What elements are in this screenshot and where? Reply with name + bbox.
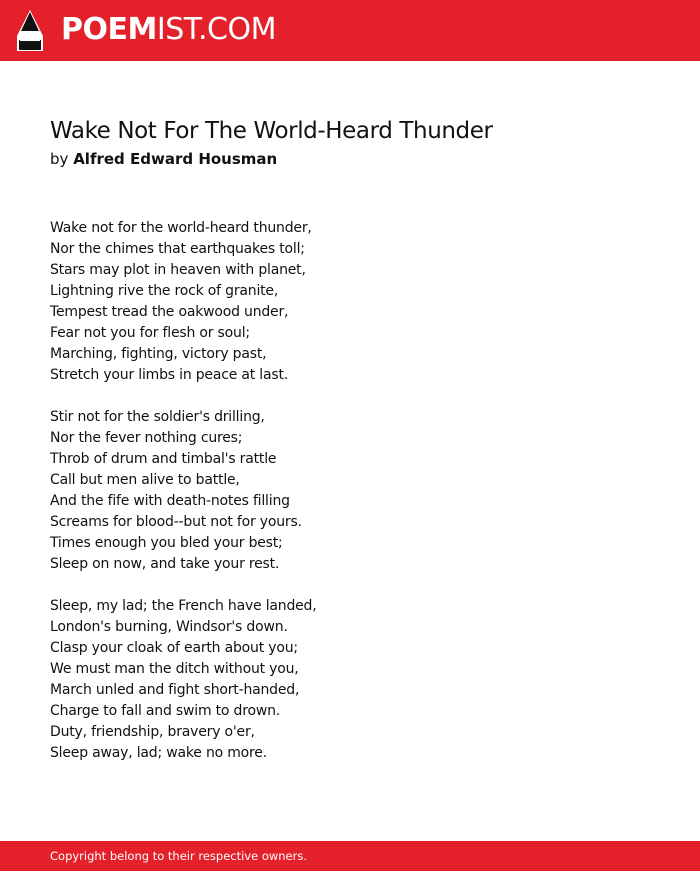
brand-name-light: IST.COM [156, 12, 276, 47]
site-header [0, 0, 700, 61]
poem-line: Times enough you bled your best; [50, 535, 283, 551]
stanza [50, 218, 316, 386]
poem-line: Tempest tread the oakwood under, [50, 304, 289, 320]
poem-line: Stars may plot in heaven with planet, [50, 262, 306, 278]
poem-line: Screams for blood--but not for yours. [50, 514, 302, 530]
author-name: Alfred Edward Housman [73, 150, 278, 168]
poem-line: And the fife with death-notes filling [50, 493, 290, 509]
poem-line: Lightning rive the rock of granite, [50, 283, 279, 299]
poem-line: Sleep away, lad; wake no more. [50, 745, 267, 761]
poem-title: Wake Not For The World-Heard Thunder [50, 118, 493, 144]
poem-line: London's burning, Windsor's down. [50, 619, 288, 635]
poem-line: Stir not for the soldier's drilling, [50, 409, 265, 425]
poem-line: Clasp your cloak of earth about you; [50, 640, 298, 656]
brand-logo-text[interactable] [61, 12, 276, 48]
poem-line: March unled and fight short-handed, [50, 682, 300, 698]
poem-line: Duty, friendship, bravery o'er, [50, 724, 255, 740]
poem-line: Sleep on now, and take your rest. [50, 556, 280, 572]
stanza [50, 596, 316, 764]
poem-line: Wake not for the world-heard thunder, [50, 220, 312, 236]
stanza [50, 407, 316, 575]
brand-name-bold: POEM [61, 12, 157, 47]
poem-line: Fear not you for flesh or soul; [50, 325, 250, 341]
poem-line: Nor the chimes that earthquakes toll; [50, 241, 305, 257]
poem-line: Sleep, my lad; the French have landed, [50, 598, 317, 614]
pencil-tip-icon[interactable] [17, 10, 43, 51]
poem-line: Marching, fighting, victory past, [50, 346, 267, 362]
poem-line: Charge to fall and swim to drown. [50, 703, 281, 719]
poem-line: Throb of drum and timbal's rattle [50, 451, 277, 467]
poem-line: Nor the fever nothing cures; [50, 430, 243, 446]
by-label: by [50, 150, 69, 168]
poem-body [50, 218, 316, 785]
copyright-notice: Copyright belong to their respective owners. [50, 849, 308, 863]
poem-byline [50, 148, 277, 170]
poem-line: Stretch your limbs in peace at last. [50, 367, 288, 383]
site-footer [0, 841, 700, 871]
poem-line: We must man the ditch without you, [50, 661, 299, 677]
poem-line: Call but men alive to battle, [50, 472, 240, 488]
